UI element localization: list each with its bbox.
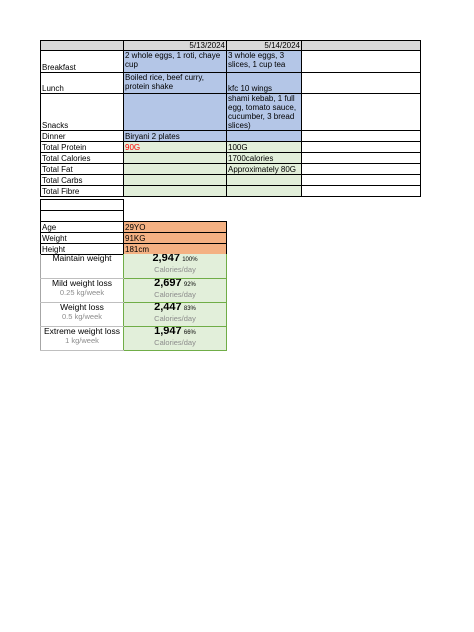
total-row-calories	[41, 153, 421, 164]
date-cell-day1[interactable]: 5/13/2024	[124, 41, 227, 51]
meal-cell-empty[interactable]	[302, 131, 421, 142]
total-row-carbs	[41, 175, 421, 186]
calc-calories-value: 1,947	[154, 326, 182, 337]
profile-label-cell[interactable]: Weight	[41, 233, 124, 244]
meal-cell-day2[interactable]: 3 whole eggs, 3 slices, 1 cup tea	[227, 51, 302, 73]
total-cell-day1[interactable]	[124, 186, 227, 197]
profile-table	[40, 221, 227, 255]
calc-row-maintain	[41, 254, 227, 278]
meal-label-cell[interactable]: Breakfast	[41, 51, 124, 73]
profile-row-weight	[41, 233, 227, 244]
profile-value-cell[interactable]: 181cm	[124, 244, 227, 255]
meal-label-cell[interactable]: Dinner	[41, 131, 124, 142]
blank-cell[interactable]	[41, 200, 124, 211]
calorie-calculator-table	[40, 254, 227, 351]
calc-calories-value: 2,447	[154, 302, 182, 313]
total-cell-day1[interactable]	[124, 164, 227, 175]
total-label-cell[interactable]: Total Fat	[41, 164, 124, 175]
calc-percent: 83%	[183, 305, 196, 312]
calc-label-cell[interactable]	[41, 302, 124, 326]
total-label-cell[interactable]: Total Fibre	[41, 186, 124, 197]
meal-cell-empty[interactable]	[302, 73, 421, 94]
total-cell-day2[interactable]: 1700calories	[227, 153, 302, 164]
meal-cell-day2[interactable]	[227, 131, 302, 142]
total-cell-empty[interactable]	[302, 186, 421, 197]
calc-plan-name: Weight loss	[60, 302, 104, 312]
calc-plan-name: Maintain weight	[52, 254, 112, 263]
profile-value-cell[interactable]: 91KG	[124, 233, 227, 244]
profile-row-age	[41, 222, 227, 233]
total-label-cell[interactable]: Total Protein	[41, 142, 124, 153]
total-cell-day2[interactable]: Approximately 80G	[227, 164, 302, 175]
profile-label-cell[interactable]: Age	[41, 222, 124, 233]
calc-unit: Calories/day	[154, 289, 196, 299]
calc-plan-rate: 0.25 kg/week	[59, 287, 105, 297]
total-cell-day2[interactable]: 100G	[227, 142, 302, 153]
calc-value-cell[interactable]	[124, 254, 227, 278]
calc-unit: Calories/day	[154, 265, 196, 274]
blank-cell[interactable]	[41, 211, 124, 222]
date-header-row	[41, 41, 421, 51]
meal-label-cell[interactable]: Lunch	[41, 73, 124, 94]
total-row-fibre	[41, 186, 421, 197]
meal-cell-empty[interactable]	[302, 94, 421, 131]
total-label-cell[interactable]: Total Calories	[41, 153, 124, 164]
meal-cell-day1[interactable]	[124, 94, 227, 131]
calc-unit: Calories/day	[154, 337, 196, 347]
calc-plan-name: Extreme weight loss	[43, 326, 121, 336]
meal-label-cell[interactable]: Snacks	[41, 94, 124, 131]
meal-cell-day1[interactable]: Biryani 2 plates	[124, 131, 227, 142]
calc-label-cell[interactable]	[41, 254, 124, 278]
calc-plan-rate: 0.5 kg/week	[61, 311, 103, 321]
meal-cell-day1[interactable]: 2 whole eggs, 1 roti, chaye cup	[124, 51, 227, 73]
total-cell-empty[interactable]	[302, 142, 421, 153]
calc-value-cell[interactable]	[124, 302, 227, 326]
meal-cell-day2[interactable]: kfc 10 wings	[227, 73, 302, 94]
calc-plan-name: Mild weight loss	[52, 278, 112, 288]
calc-row-extreme-loss	[41, 326, 227, 350]
total-cell-day2[interactable]	[227, 186, 302, 197]
calc-unit: Calories/day	[154, 313, 196, 323]
total-row-fat	[41, 164, 421, 175]
meal-log-table	[40, 40, 421, 197]
calc-percent: 92%	[183, 281, 196, 288]
header-empty-cell[interactable]	[302, 41, 421, 51]
total-cell-empty[interactable]	[302, 153, 421, 164]
meal-row-breakfast	[41, 51, 421, 73]
calc-label-cell[interactable]	[41, 278, 124, 302]
profile-value-cell[interactable]: 29YO	[124, 222, 227, 233]
calc-percent: 100%	[182, 257, 198, 263]
calc-value-cell[interactable]	[124, 326, 227, 350]
meal-row-dinner	[41, 131, 421, 142]
meal-cell-empty[interactable]	[302, 51, 421, 73]
header-corner-cell[interactable]	[41, 41, 124, 51]
calc-calories-value: 2,697	[154, 278, 182, 289]
meal-cell-day1[interactable]: Boiled rice, beef curry, protein shake	[124, 73, 227, 94]
total-cell-empty[interactable]	[302, 175, 421, 186]
total-label-cell[interactable]: Total Carbs	[41, 175, 124, 186]
calc-value-cell[interactable]	[124, 278, 227, 302]
calc-label-cell[interactable]	[41, 326, 124, 350]
total-cell-day2[interactable]	[227, 175, 302, 186]
total-cell-day1[interactable]	[124, 153, 227, 164]
calc-row-mild-loss	[41, 278, 227, 302]
total-row-protein	[41, 142, 421, 153]
blank-cells-table	[40, 199, 124, 222]
total-cell-day1[interactable]: 90G	[124, 142, 227, 153]
total-cell-day1[interactable]	[124, 175, 227, 186]
calc-row-weight-loss	[41, 302, 227, 326]
calc-percent: 66%	[183, 329, 196, 336]
date-cell-day2[interactable]: 5/14/2024	[227, 41, 302, 51]
meal-cell-day2[interactable]: shami kebab, 1 full egg, tomato sauce, cucumber, 3 bread slices)	[227, 94, 302, 131]
meal-row-lunch	[41, 73, 421, 94]
profile-label-cell[interactable]: Height	[41, 244, 124, 255]
calc-plan-rate: 1 kg/week	[65, 335, 99, 345]
profile-row-height	[41, 244, 227, 255]
total-cell-empty[interactable]	[302, 164, 421, 175]
meal-row-snacks	[41, 94, 421, 131]
calc-calories-value: 2,947	[152, 254, 180, 264]
